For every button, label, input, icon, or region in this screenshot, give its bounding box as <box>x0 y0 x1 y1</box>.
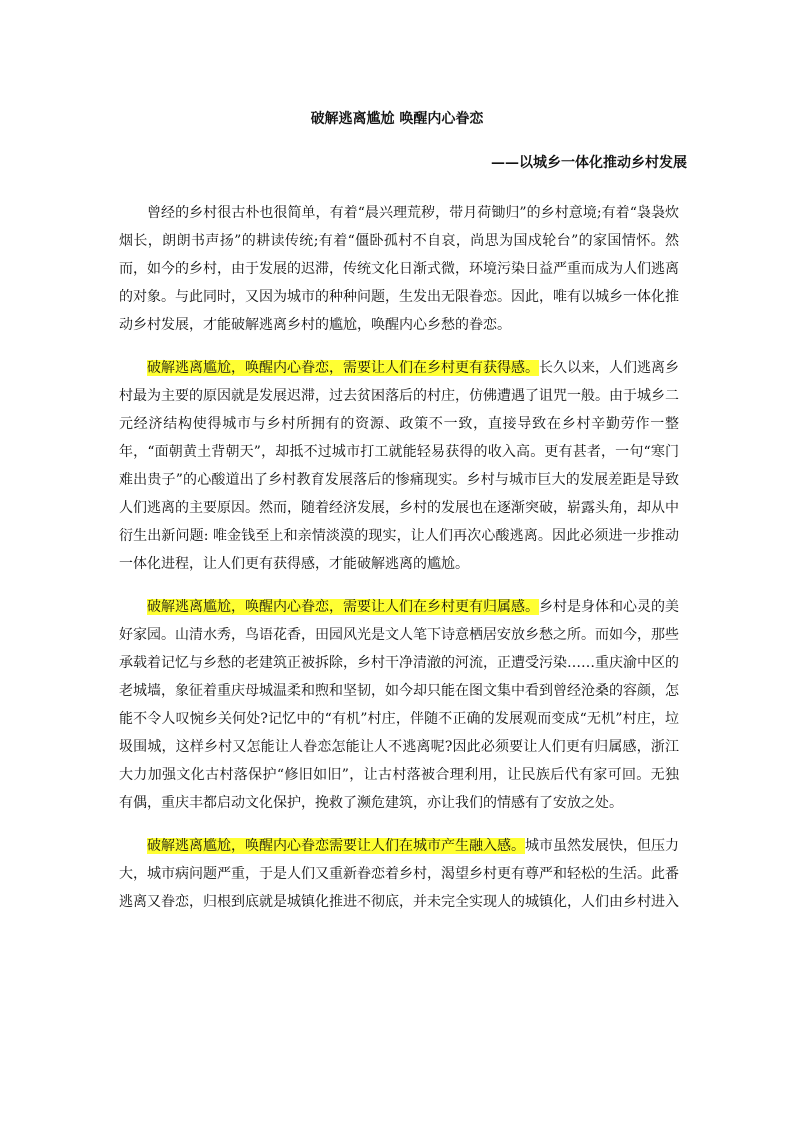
paragraph-integration-text: 城市虽然发展快，但压力大，城市病问题严重，于是人们又重新眷恋着乡村，渴望乡村更有尊严和轻松的生活。此番逃离又眷恋，归根到底就是城镇化推进不彻底，并未完全实现人的城镇化，人们由乡村进入 <box>119 838 679 910</box>
document-title: 破解逃离尴尬 唤醒内心眷恋 <box>310 111 484 127</box>
paragraph-gain-text: 长久以来，人们逃离乡村最为主要的原因就是发展迟滞，过去贫困落后的村庄，仿佛遭遇了诅咒一般。由于城乡二元经济结构使得城市与乡村所拥有的资源、政策不一致，直接导致在乡村辛勤劳作一整年，“面朝黄土背朝天”，却抵不过城市打工就能轻易获得的收入高。更有甚者，一句“寒门难出贵子”的心酸道出了乡村教育发展落后的惨痛现实。乡村与城市巨大的发展差距是导致人们逃离的主要原因。然而，随着经济发展，乡村的发展也在逐渐突破，崭露头角，却从中衍生出新问题: 唯金钱至上和亲情淡漠的现实，让人们再次心酸逃离。因此必须进一步推动一体化进程，让人们更有获得感，才能破解逃离的尴尬。 <box>119 360 679 572</box>
highlighted-thesis-gain: 破解逃离尴尬，唤醒内心眷恋，需要让人们在乡村更有获得感。 <box>147 360 539 376</box>
document-subtitle: ——以城乡一体化推动乡村发展 <box>491 155 687 171</box>
paragraph-belonging <box>119 593 679 817</box>
paragraph-gain <box>119 354 679 578</box>
document-body <box>119 199 679 931</box>
paragraph-intro <box>119 199 679 339</box>
paragraph-intro-text: 曾经的乡村很古朴也很简单，有着“晨兴理荒秽，带月荷锄归”的乡村意境;有着“袅袅炊烟长，朗朗书声扬”的耕读传统;有着“僵卧孤村不自哀，尚思为国戍轮台”的家国情怀。然而，如今的乡村，由于发展的迟滞，传统文化日渐式微，环境污染日益严重而成为人们逃离的对象。与此同时，又因为城市的种种问题，生发出无限眷恋。因此，唯有以城乡一体化推动乡村发展，才能破解逃离乡村的尴尬，唤醒内心乡愁的眷恋。 <box>119 205 679 333</box>
paragraph-integration <box>119 832 679 916</box>
highlighted-thesis-integration: 破解逃离尴尬，唤醒内心眷恋需要让人们在城市产生融入感。 <box>147 838 525 854</box>
highlighted-thesis-belonging: 破解逃离尴尬，唤醒内心眷恋，需要让人们在乡村更有归属感。 <box>147 599 539 615</box>
paragraph-belonging-text: 乡村是身体和心灵的美好家园。山清水秀，鸟语花香，田园风光是文人笔下诗意栖居安放乡愁之所。而如今，那些承载着记忆与乡愁的老建筑正被拆除，乡村干净清澈的河流，正遭受污染……重庆渝中区的老城墙，象征着重庆母城温柔和煦和坚韧，如今却只能在图文集中看到曾经沧桑的容颜，怎能不令人叹惋乡关何处?记忆中的“有机”村庄，伴随不正确的发展观而变成“无机”村庄，垃圾围城，这样乡村又怎能让人眷恋怎能让人不逃离呢?因此必须要让人们更有归属感，浙江大力加强文化古村落保护“修旧如旧”，让古村落被合理利用，让民族后代有家可回。无独有偶，重庆丰都启动文化保护，挽救了濒危建筑，亦让我们的情感有了安放之处。 <box>119 599 679 811</box>
